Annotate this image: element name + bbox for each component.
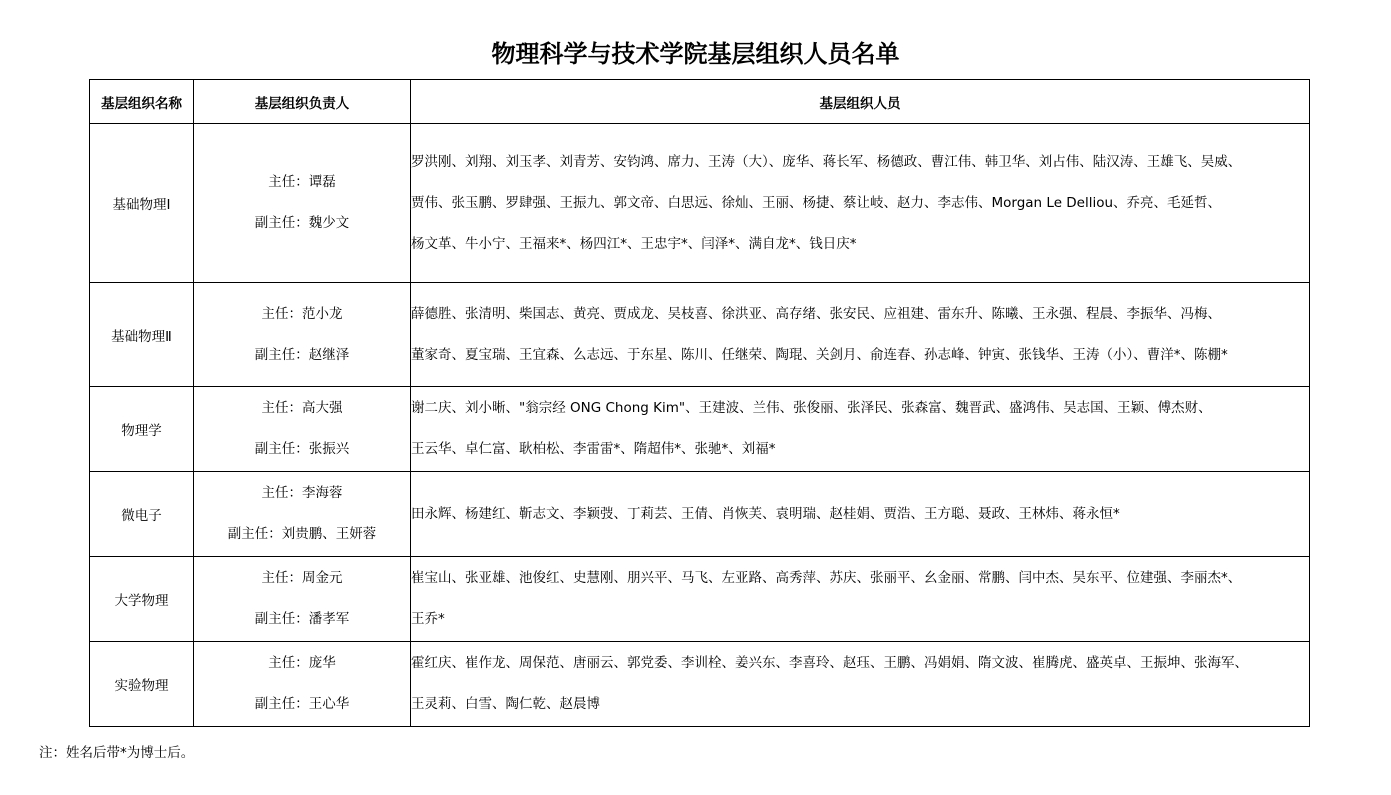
org-lead-cell: [194, 642, 411, 727]
table-row: [90, 642, 1310, 727]
director: 主任：李海蓉: [261, 485, 343, 501]
deputy-director: 副主任：魏少文: [254, 215, 350, 231]
members-line: 王云华、卓仁富、耿柏松、李雷雷*、隋超伟*、张驰*、刘福*: [411, 441, 776, 457]
deputy-director: 副主任：张振兴: [254, 441, 350, 457]
org-name-cell: 大学物理: [90, 557, 194, 642]
org-lead-cell: [194, 557, 411, 642]
table-row: [90, 283, 1310, 387]
director: 主任：周金元: [261, 570, 343, 586]
members-line: 霍红庆、崔作龙、周保范、唐丽云、郭党委、李训栓、姜兴东、李喜玲、赵珏、王鹏、冯娟娟、隋文波、崔腾虎、盛英卓、王振坤、张海军、: [411, 655, 1248, 671]
org-lead-cell: [194, 283, 411, 387]
members-line: 董家奇、夏宝瑞、王宜森、么志远、于东星、陈川、任继荣、陶琨、关剑月、俞连春、孙志峰、钟寅、张钱华、王涛（小）、曹洋*、陈棚*: [411, 346, 1228, 363]
org-members-cell: [411, 387, 1310, 472]
members-line: 崔宝山、张亚雄、池俊红、史慧刚、朋兴平、马飞、左亚路、高秀萍、苏庆、张丽平、幺金丽、常鹏、闫中杰、吴东平、位建强、李丽杰*、: [411, 570, 1242, 586]
org-members-cell: [411, 283, 1310, 387]
table-row: [90, 557, 1310, 642]
members-line: 贾伟、张玉鹏、罗肆强、王振九、郭文帝、白思远、徐灿、王丽、杨捷、蔡让岐、赵力、李志伟、Morgan Le Delliou、乔亮、毛延哲、: [411, 194, 1222, 211]
table-row: [90, 472, 1310, 557]
org-name-cell: 基础物理Ⅰ: [90, 124, 194, 283]
members-line: 杨文革、牛小宁、王福来*、杨四江*、王忠宇*、闫泽*、满自龙*、钱日庆*: [411, 235, 857, 252]
org-lead-cell: [194, 387, 411, 472]
org-name-cell: 基础物理Ⅱ: [90, 283, 194, 387]
org-members-cell: [411, 557, 1310, 642]
page-title: 物理科学与技术学院基层组织人员名单: [491, 40, 900, 68]
header-org-name: 基层组织名称: [90, 80, 194, 124]
org-name-cell: 物理学: [90, 387, 194, 472]
org-lead-cell: [194, 124, 411, 283]
members-line: 王乔*: [411, 611, 445, 627]
deputy-director: 副主任：赵继泽: [254, 346, 350, 363]
header-org-lead: 基层组织负责人: [194, 80, 411, 124]
deputy-director: 副主任：刘贵鹏、王妍蓉: [227, 526, 377, 542]
director: 主任：庞华: [268, 655, 336, 671]
deputy-director: 副主任：王心华: [254, 696, 350, 712]
org-members-cell: [411, 472, 1310, 557]
director: 主任：高大强: [261, 400, 343, 416]
header-org-members: 基层组织人员: [411, 80, 1310, 124]
members-line: 谢二庆、刘小晰、"翁宗经 ONG Chong Kim"、王建波、兰伟、张俊丽、张泽民、张森富、魏晋武、盛鸿伟、吴志国、王颖、傅杰财、: [411, 400, 1212, 416]
director: 主任：谭磊: [268, 174, 336, 190]
table-row: [90, 124, 1310, 283]
footnote: 注：姓名后带*为博士后。: [39, 745, 195, 761]
members-line: 田永辉、杨建红、靳志文、李颖弢、丁莉芸、王倩、肖恢芙、袁明瑞、赵桂娟、贾浩、王方聪、聂政、王林炜、蒋永恒*: [411, 505, 1120, 522]
table-row: [90, 387, 1310, 472]
director: 主任：范小龙: [261, 305, 343, 322]
org-name-cell: 实验物理: [90, 642, 194, 727]
staff-table: [89, 79, 1310, 727]
org-name-cell: 微电子: [90, 472, 194, 557]
members-line: 罗洪刚、刘翔、刘玉孝、刘青芳、安钧鸿、席力、王涛（大）、庞华、蒋长军、杨德政、曹江伟、韩卫华、刘占伟、陆汉涛、王雄飞、吴威、: [411, 153, 1242, 170]
org-members-cell: [411, 124, 1310, 283]
table-header-row: [90, 80, 1310, 124]
members-line: 王灵莉、白雪、陶仁乾、赵晨博: [411, 696, 600, 712]
org-lead-cell: [194, 472, 411, 557]
members-line: 薛德胜、张清明、柴国志、黄亮、贾成龙、吴枝喜、徐洪亚、高存绪、张安民、应祖建、雷东升、陈曦、王永强、程晨、李振华、冯梅、: [411, 305, 1221, 322]
org-members-cell: [411, 642, 1310, 727]
deputy-director: 副主任：潘孝军: [254, 611, 350, 627]
